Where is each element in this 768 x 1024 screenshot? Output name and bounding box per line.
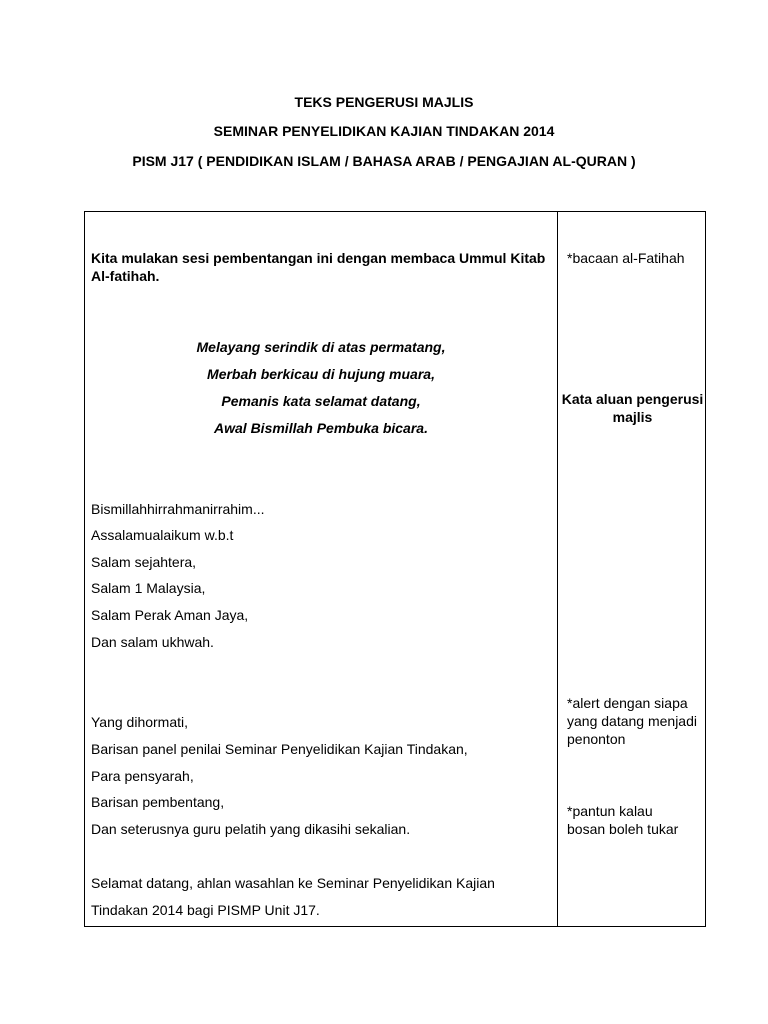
greeting-line: Bismillahhirrahmanirrahim... [91, 501, 265, 517]
pantun-line: Pemanis kata selamat datang, [221, 393, 421, 409]
column-divider [557, 212, 558, 926]
note-fatihah: *bacaan al-Fatihah [567, 250, 685, 266]
script-table [84, 211, 706, 927]
pantun-line: Merbah berkicau di hujung muara, [207, 366, 435, 382]
pantun-line: Awal Bismillah Pembuka bicara. [214, 420, 428, 436]
honorific-line: Barisan pembentang, [91, 794, 225, 810]
note-pantun: *pantun kalau bosan boleh tukar [567, 803, 679, 837]
greeting-line: Salam sejahtera, [91, 554, 197, 570]
intro-text: Kita mulakan sesi pembentangan ini dengan membaca Ummul Kitab Al-fatihah. [91, 250, 546, 284]
pantun-line: Melayang serindik di atas permatang, [196, 339, 446, 355]
honorific-line: Yang dihormati, [91, 714, 189, 730]
seminar-title: SEMINAR PENYELIDIKAN KAJIAN TINDAKAN 2014 [213, 123, 555, 139]
program-subtitle: PISM J17 ( PENDIDIKAN ISLAM / BAHASA ARAB / PENGAJIAN AL-QURAN ) [132, 153, 636, 169]
greeting-line: Dan salam ukhwah. [91, 634, 214, 650]
greeting-line: Salam 1 Malaysia, [91, 580, 206, 596]
note-alert: *alert dengan siapa yang datang menjadi penonton [567, 695, 697, 747]
greeting-line: Salam Perak Aman Jaya, [91, 607, 249, 623]
welcome-line: Tindakan 2014 bagi PISMP Unit J17. [91, 902, 320, 918]
greeting-line: Assalamualaikum w.b.t [91, 527, 234, 543]
honorific-line: Barisan panel penilai Seminar Penyelidikan Kajian Tindakan, [91, 741, 468, 757]
document-title: TEKS PENGERUSI MAJLIS [294, 94, 474, 110]
honorific-line: Dan seterusnya guru pelatih yang dikasihi sekalian. [91, 821, 411, 837]
welcome-line: Selamat datang, ahlan wasahlan ke Seminar Penyelidikan Kajian [91, 875, 495, 891]
note-kata-aluan: Kata aluan pengerusi majlis [561, 391, 704, 425]
honorific-line: Para pensyarah, [91, 768, 194, 784]
